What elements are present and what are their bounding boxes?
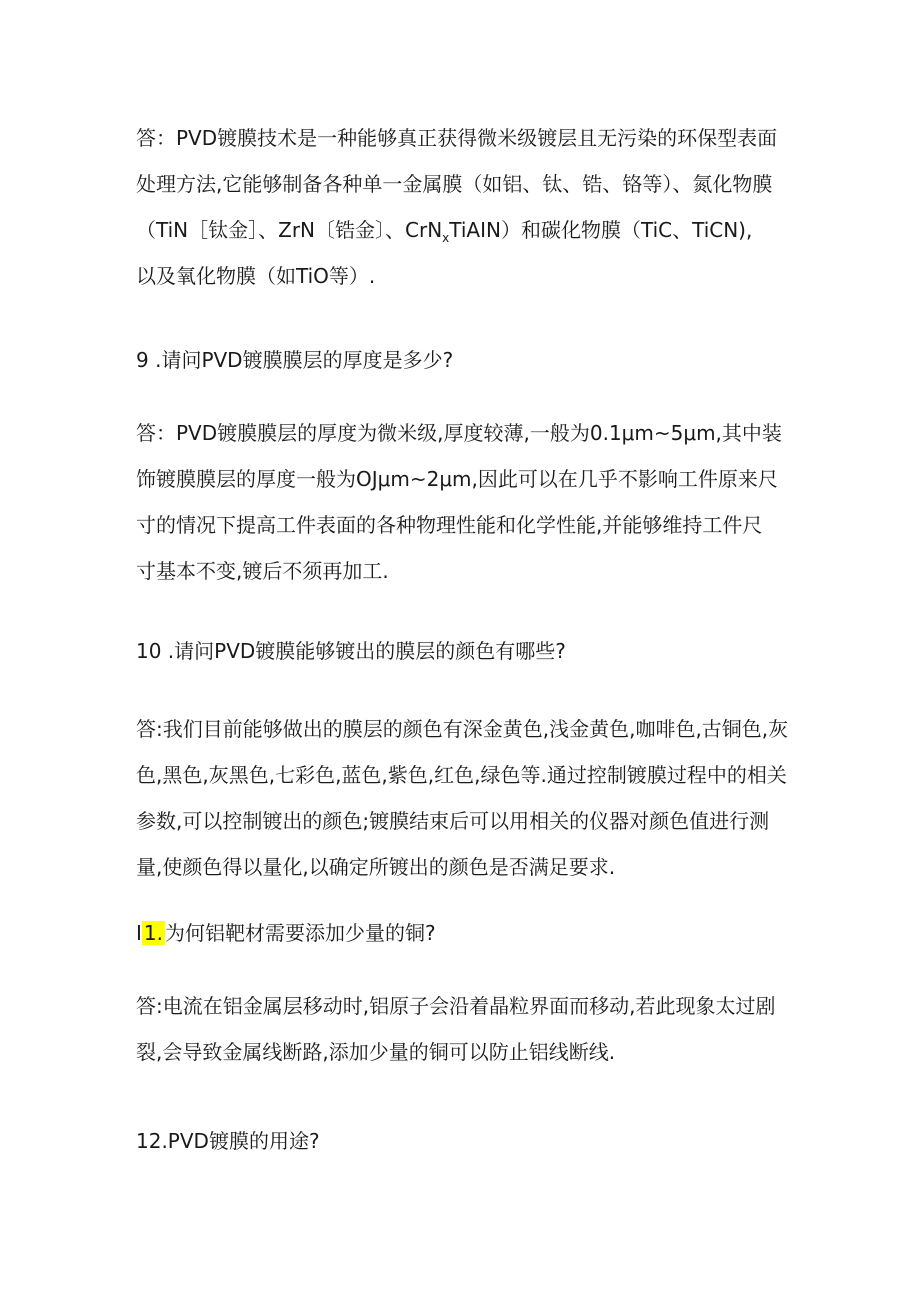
answer-8-line-3: [136, 207, 796, 253]
answer-8-line-3-tail: TiAIN）和碳化物膜（TiC、TiCN),: [449, 218, 753, 242]
answer-10-line-1: 答:我们目前能够做出的膜层的颜色有深金黄色,浅金黄色,咖啡色,古铜色,灰: [136, 717, 789, 741]
answer-11: [136, 983, 796, 1075]
answer-11-line-1: 答:电流在铝金属层移动时,铝原子会沿着晶粒界面而移动,若此现象太过剧: [136, 994, 776, 1018]
answer-9-line-1: 答：PVD镀膜膜层的厚度为微米级,厚度较薄,一般为0.1μm~5μm,其中装: [136, 421, 782, 445]
question-11: [136, 910, 436, 956]
question-11-text: 为何铝靶材需要添加少量的铜?: [165, 921, 436, 945]
question-12: 12.PVD镀膜的用途?: [136, 1129, 320, 1153]
question-11-prefix: I: [136, 921, 142, 945]
answer-8-line-3-text: （TiN［钛金］、ZrN〔锆金〕、CrN: [136, 218, 443, 242]
answer-8-line-2: 处理方法,它能够制备各种单一金属膜（如铝、钛、锆、铬等）、氮化物膜: [136, 172, 773, 196]
answer-8-line-4: 以及氧化物膜（如TiO等）.: [136, 264, 376, 288]
answer-11-line-2: 裂,会导致金属线断路,添加少量的铜可以防止铝线断线.: [136, 1040, 616, 1064]
answer-9-line-4: 寸基本不变,镀后不须再加工.: [136, 559, 389, 583]
question-9: 9 .请问PVD镀膜膜层的厚度是多少?: [136, 348, 454, 372]
question-10: 10 .请问PVD镀膜能够镀出的膜层的颜色有哪些?: [136, 639, 566, 663]
question-11-highlight: 1.: [143, 921, 163, 945]
answer-9: [136, 410, 796, 594]
answer-10-line-3: 参数,可以控制镀出的颜色;镀膜结束后可以用相关的仪器对颜色值进行测: [136, 809, 770, 833]
answer-8-line-1: 答：PVD镀膜技术是一种能够真正获得微米级镀层且无污染的环保型表面: [136, 126, 778, 150]
answer-8: [136, 115, 796, 299]
subscript-x: x: [442, 231, 450, 245]
answer-10: [136, 706, 796, 890]
answer-9-line-3: 寸的情况下提高工件表面的各种物理性能和化学性能,并能够维持工件尺: [136, 513, 763, 537]
answer-9-line-2: 饰镀膜膜层的厚度一般为OJμm~2μm,因此可以在几乎不影响工件原来尺: [136, 467, 778, 491]
answer-10-line-2: 色,黑色,灰黑色,七彩色,蓝色,紫色,红色,绿色等.通过控制镀膜过程中的相关: [136, 763, 787, 787]
answer-10-line-4: 量,使颜色得以量化,以确定所镀出的颜色是否满足要求.: [136, 855, 616, 879]
